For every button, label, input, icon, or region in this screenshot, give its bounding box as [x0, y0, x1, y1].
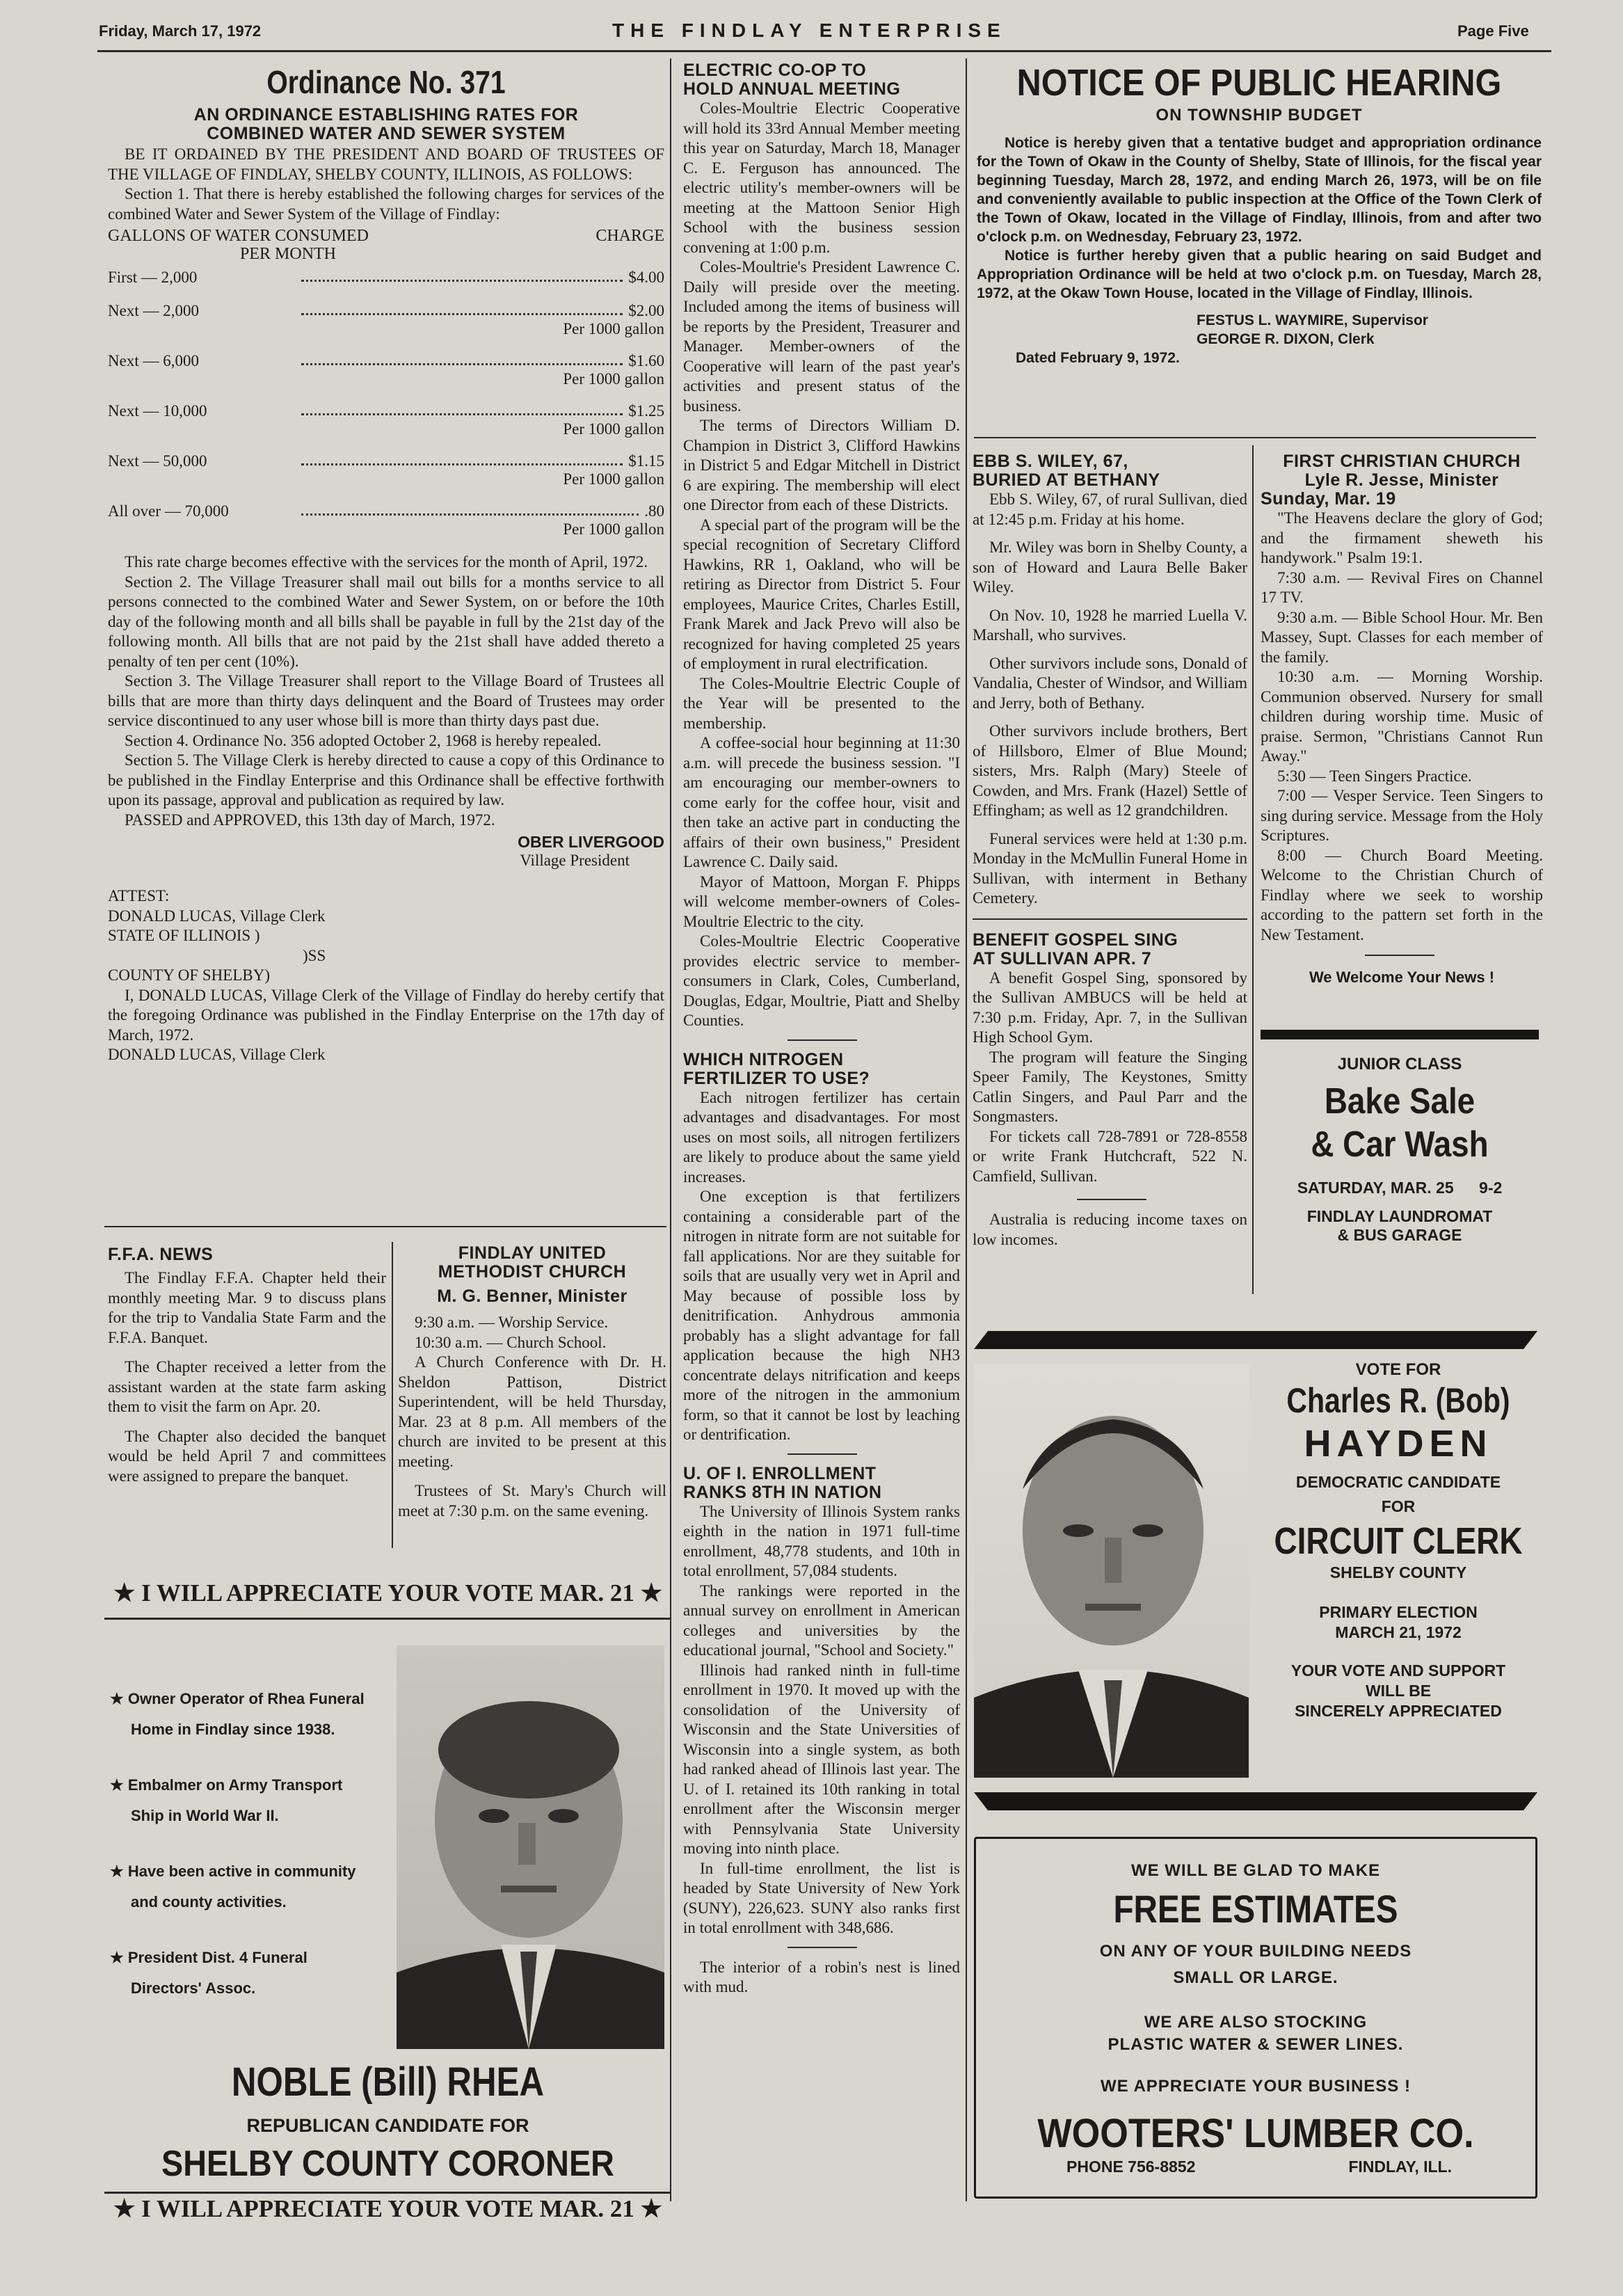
star-icon: ★ [110, 1776, 124, 1794]
methodist-p2: Trustees of St. Mary's Church will meet at 7:30 p.m. on the same evening. [398, 1482, 666, 1520]
methodist-l2: 10:30 a.m. — Church School. [415, 1333, 607, 1351]
hearing-p1: Notice is hereby given that a tentative budget and appropriation ordinance for the Town of Okaw in the County of Shelby, State of Illinois, for the fiscal year beginning Tuesday, March 28, 1972, and ending March 26, 1973, will be on file and conveniently available to public inspection at the Office of the Town Clerk of the Town of Okaw, located in the Village of Findlay, Illinois, from and after two o'clock p.m. on Wednesday, February 23, 1972. [977, 135, 1542, 245]
rate-amount: $1.60 [628, 352, 664, 369]
rate-amount: $4.00 [628, 269, 664, 286]
column-rule-3 [1252, 445, 1254, 1294]
ordinance-clerk: DONALD LUCAS, Village Clerk [108, 1046, 326, 1063]
wooters-l4: SMALL OR LARGE. [1173, 1968, 1338, 1987]
wooters-l2: FREE ESTIMATES [1113, 1887, 1398, 1931]
rate-label: Next — 50,000 [108, 452, 207, 470]
christian-l2: 9:30 a.m. — Bible School Hour. Mr. Ben Massey, Supt. Classes for each member of the family. [1261, 608, 1543, 666]
rate-label: All over — 70,000 [108, 502, 229, 520]
bakesale-l4: SATURDAY, MAR. 25 [1297, 1179, 1454, 1197]
ordinance-state: STATE OF ILLINOIS ) [108, 927, 260, 944]
ordinance-subtitle-2: COMBINED WATER AND SEWER SYSTEM [207, 124, 566, 143]
hearing-title: NOTICE OF PUBLIC HEARING [1016, 62, 1502, 104]
gospel-head-1: BENEFIT GOSPEL SING [973, 930, 1178, 950]
ordinance-intro: BE IT ORDAINED BY THE PRESIDENT AND BOARD OF TRUSTEES OF THE VILLAGE OF FINDLAY, SHELBY COUNTY, ILLINOIS, AS FOLLOWS: [108, 145, 664, 183]
rhea-bottom-line [104, 2195, 671, 2223]
coop-p2: Coles-Moultrie's President Lawrence C. Daily will preside over the meeting. Included among the items of business will be reports by the President, Treasurer and Manager. Member-owners of the Cooperative will learn of the past year's activities and present status of the business. [683, 258, 960, 415]
ordinance-attest: ATTEST: [108, 887, 170, 904]
leader-dots [301, 463, 623, 465]
bullet-4a: President Dist. 4 Funeral [127, 1949, 307, 1966]
hayden-l10: YOUR VOTE AND SUPPORT [1290, 1661, 1506, 1680]
methodist-l1: 9:30 a.m. — Worship Service. [415, 1314, 609, 1331]
wiley-head-2: BURIED AT BETHANY [973, 470, 1160, 490]
bullet-1b: Home in Findlay since 1938. [131, 1721, 335, 1738]
christian-l4: 5:30 — Teen Singers Practice. [1277, 767, 1472, 785]
bullet-3b: and county activities. [131, 1893, 287, 1911]
nitrogen-head-2: FERTILIZER TO USE? [683, 1068, 870, 1088]
masthead-date: Friday, March 17, 1972 [99, 22, 262, 40]
uofi-p4: In full-time enrollment, the list is headed by State University of New York (SUNY), 226,623. SUNY also ranks first in total enrollment with 348,686. [683, 1859, 960, 1936]
hayden-l9: MARCH 21, 1972 [1335, 1623, 1462, 1641]
christian-minister: Lyle R. Jesse, Minister [1304, 470, 1499, 490]
ffa-p3: The Chapter also decided the banquet would be held April 7 and committees were assigned to prepare the banquet. [108, 1427, 386, 1485]
star-icon: ★ [110, 1690, 124, 1707]
rhea-bullets [110, 1684, 402, 2004]
coop-p7: Mayor of Mattoon, Morgan F. Phipps will welcome member-owners of Coles-Moultrie Electric to the city. [683, 872, 960, 930]
hearing-p2: Notice is further hereby given that a public hearing on said Budget and Appropriation Ordinance will be held at two o'clock p.m. on Tuesday, March 28, 1972, at the Okaw Town House, located in the Village of Findlay, Illinois. [977, 248, 1542, 301]
wooters-l7: WE APPRECIATE YOUR BUSINESS ! [1101, 2077, 1411, 2096]
wooters-l5: WE ARE ALSO STOCKING [1144, 2013, 1368, 2032]
separator [973, 918, 1247, 920]
rate-label: Next — 2,000 [108, 302, 199, 319]
hayden-l12: SINCERELY APPRECIATED [1295, 1702, 1502, 1720]
ordinance [108, 63, 664, 1065]
rhea-name: NOBLE (Bill) RHEA [231, 2059, 545, 2105]
christian-church [1261, 452, 1543, 987]
star-icon: ★ [110, 1863, 124, 1880]
gospel-p3: For tickets call 728-7891 or 728-8558 or write Frank Hutchcraft, 522 N. Camfield, Sullivan. [973, 1127, 1247, 1185]
rate-per: Per 1000 gallon [563, 320, 664, 337]
hayden-portrait [974, 1364, 1249, 1778]
wiley-head-1: EBB S. WILEY, 67, [973, 452, 1128, 471]
leader-dots [301, 363, 623, 365]
coop-p8: Coles-Moultrie Electric Cooperative provides electric service to member-consumers in Clark, Coles, Cumberland, Douglas, Edgar, Moultrie, Piatt and Shelby Counties. [683, 932, 960, 1029]
bakesale-ad [1261, 1044, 1539, 1245]
coop-p5: The Coles-Moultrie Electric Couple of the Year will be presented to the membership. [683, 674, 960, 732]
middle-column [683, 61, 960, 1998]
hayden-bottom-bar [974, 1788, 1537, 1816]
public-hearing [974, 61, 1544, 367]
rate-table [108, 269, 664, 539]
rate-row [108, 269, 664, 287]
methodist-head-1: FINDLAY UNITED [458, 1243, 607, 1263]
leader-dots [301, 513, 639, 516]
col-per-month: PER MONTH [240, 245, 337, 263]
masthead-page: Page Five [1457, 22, 1529, 40]
uofi-head-2: RANKS 8TH IN NATION [683, 1482, 882, 1502]
hearing-sub: ON TOWNSHIP BUDGET [1156, 106, 1363, 125]
wooters-l3: ON ANY OF YOUR BUILDING NEEDS [1099, 1942, 1412, 1961]
rhea-top-rule [104, 1618, 671, 1620]
ordinance-section-1: Section 1. That there is hereby established the following charges for services of the combined Water and Sewer System of the Village of Findlay: [108, 185, 664, 223]
wooters-l8: WOOTERS' LUMBER CO. [1037, 2111, 1474, 2156]
wooters-l6: PLASTIC WATER & SEWER LINES. [1108, 2035, 1404, 2054]
gospel-filler: Australia is reducing income taxes on low incomes. [973, 1211, 1247, 1248]
hayden-top-bar [974, 1325, 1537, 1353]
methodist-p1: A Church Conference with Dr. H. Sheldon Pattison, District Superintendent, will be held Thursday, Mar. 23 at 8 p.m. All members of the church are invited to be present at this meeting. [398, 1353, 666, 1470]
masthead-title: THE FINDLAY ENTERPRISE [612, 19, 1007, 41]
rhea-portrait [397, 1645, 664, 2049]
ordinance-section-3: Section 3. The Village Treasurer shall report to the Village Board of Trustees all bills that are more than thirty days delinquent and the Board of Trustees may order service discontinued to any user whose bill is more than thirty days past due. [108, 672, 664, 729]
coop-head-1: ELECTRIC CO-OP TO [683, 61, 867, 80]
bullet-1a: Owner Operator of Rhea Funeral [127, 1690, 365, 1707]
rate-per: Per 1000 gallon [563, 370, 664, 388]
ffa-p2: The Chapter received a letter from the assistant warden at the state farm asking them to visit the farm on Apr. 20. [108, 1358, 386, 1415]
uofi-p3: Illinois had ranked ninth in full-time enrollment in 1970. It moved up with the consolidation of the University of Wisconsin and the State Universities of Wisconsin into a single system, as both had ranked ahead of Illinois last year. The U. of I. retained its 10th ranking in total enrollment after the Wisconsin merger with Pennsylvania State University moving into ninth place. [683, 1661, 960, 1857]
separator [1077, 1199, 1146, 1200]
hayden-l3: HAYDEN [1304, 1423, 1493, 1465]
ordinance-ss: )SS [303, 946, 326, 964]
ordinance-section-4: Section 4. Ordinance No. 356 adopted October 2, 1968 is hereby repealed. [125, 731, 602, 749]
christian-l3: 10:30 a.m. — Morning Worship. Communion observed. Nursery for small children during worship time. Music of praise. Sermon, "Christians Cannot Run Away." [1261, 668, 1543, 765]
coop-head-2: HOLD ANNUAL MEETING [683, 79, 901, 99]
bullet-2b: Ship in World War II. [131, 1807, 279, 1824]
hayden-l8: PRIMARY ELECTION [1319, 1603, 1478, 1621]
ordinance-attest-name: DONALD LUCAS, Village Clerk [108, 907, 326, 925]
star-icon: ★ [110, 1949, 124, 1966]
portrait-icon [974, 1364, 1249, 1778]
rate-per: Per 1000 gallon [563, 420, 664, 438]
methodist-minister: M. G. Benner, Minister [437, 1286, 627, 1306]
bullet-2a: Embalmer on Army Transport [127, 1776, 343, 1794]
rhea-top-line [104, 1579, 671, 1607]
bakesale-l2: Bake Sale [1324, 1081, 1476, 1122]
wiley-obit [973, 452, 1247, 1250]
col-charge: CHARGE [595, 227, 664, 245]
star-icon: ★ [113, 2195, 136, 2222]
rate-amount: $2.00 [628, 302, 664, 319]
bakesale-l6: & BUS GARAGE [1337, 1226, 1462, 1244]
hayden-ad [1252, 1360, 1544, 1721]
uofi-p2: The rankings were reported in the annual survey on enrollment in American colleges and universities by the educational journal, "School and Society." [683, 1581, 960, 1659]
hearing-sig-2: GEORGE R. DIXON, Clerk [1197, 331, 1375, 347]
separator [1365, 955, 1434, 956]
uofi-filler: The interior of a robin's nest is lined with mud. [683, 1958, 960, 1995]
rate-row [108, 452, 664, 470]
leader-dots [301, 413, 623, 415]
coop-p4: A special part of the program will be the special recognition of Secretary Clifford Hawkins, RR 1, Oakland, who will be retiring as Director from District 5. Four employees, Maurice Crites, Charles Estill, Frank Marek and Jack Prevo will also be recognized for having completed 25 years of employment in rural electrification. [683, 516, 960, 672]
separator [787, 1947, 857, 1948]
bullet-3a: Have been active in community [127, 1863, 356, 1880]
ordinance-passed: PASSED and APPROVED, this 13th day of March, 1972. [125, 811, 495, 829]
coop-p1: Coles-Moultrie Electric Cooperative will hold its 33rd Annual Member meeting this year on Saturday, March 18, Manager C. E. Ferguson has announced. The electric utility's member-owners will be meeting at the Mattoon Senior High School with the business session convening at 1:00 p.m. [683, 99, 960, 256]
rate-label: Next — 10,000 [108, 402, 207, 420]
wooters-town: FINDLAY, ILL. [1348, 2158, 1452, 2176]
masthead-rule [97, 50, 1551, 52]
methodist-church [398, 1244, 666, 1521]
bakesale-l4b: 9-2 [1479, 1179, 1503, 1197]
gospel-p1: A benefit Gospel Sing, sponsored by the Sullivan AMBUCS will be held at 7:30 p.m. Friday, Apr. 7, in the Sullivan High School Gym. [973, 968, 1247, 1046]
hayden-l6: CIRCUIT CLERK [1274, 1520, 1523, 1562]
hearing-dated: Dated February 9, 1972. [1016, 350, 1180, 366]
bakesale-l5: FINDLAY LAUNDROMAT [1306, 1207, 1493, 1225]
rate-row [108, 302, 664, 320]
bakesale-l3: & Car Wash [1311, 1124, 1489, 1165]
rhea-ad [104, 1579, 671, 2199]
star-icon: ★ [640, 2195, 663, 2222]
uofi-head-1: U. OF I. ENROLLMENT [683, 1463, 877, 1483]
wiley-p5: Other survivors include brothers, Bert of Hillsboro, Elmer of Blue Mound; sisters, Mrs. Ralph (Mary) Steele of Cowden, and Mrs. Frank (Hazel) Settle of Effingham; as well as 12 grandchildren. [973, 722, 1247, 819]
christian-quote: "The Heavens declare the glory of God; and the firmament sheweth his handywork." Psalm 19:1. [1261, 509, 1543, 566]
ordinance-effective: This rate charge becomes effective with the services for the month of April, 1972. [125, 553, 648, 571]
star-icon: ★ [640, 1579, 663, 1607]
rhea-bottom-rule [104, 2192, 671, 2194]
hayden-l5: FOR [1381, 1497, 1416, 1515]
nitrogen-p1: Each nitrogen fertilizer has certain advantages and disadvantages. For most uses on most soils, all nitrogen fertilizers are likely to produce about the same yield increases. [683, 1088, 960, 1186]
wooters-l1: WE WILL BE GLAD TO MAKE [1130, 1861, 1381, 1880]
column-rule-2 [966, 58, 967, 2201]
methodist-head-2: METHODIST CHURCH [438, 1262, 627, 1282]
christian-l6: 8:00 — Church Board Meeting. Welcome to the Christian Church of Findlay where we seek to worship according to the pattern set forth in the New Testament. [1261, 846, 1543, 943]
col-gallons: GALLONS OF WATER CONSUMED [108, 227, 369, 245]
christian-l5: 7:00 — Vesper Service. Teen Singers to sing during service. Message from the Holy Scriptures. [1261, 787, 1543, 844]
uofi-p1: The University of Illinois System ranks eighth in the nation in 1971 full-time enrollment, 48,778 students, and 10th in total enrollment, 57,084 students. [683, 1502, 960, 1579]
christian-l1: 7:30 a.m. — Revival Fires on Channel 17 TV. [1261, 568, 1543, 606]
ordinance-title: Ordinance No. 371 [266, 64, 506, 100]
separator [787, 1039, 857, 1041]
hayden-l2: Charles R. (Bob) [1286, 1381, 1510, 1420]
rate-row [108, 402, 664, 420]
bullet-4b: Directors' Assoc. [131, 1979, 256, 1997]
hayden-l4: DEMOCRATIC CANDIDATE [1295, 1473, 1501, 1491]
rhea-bottom-text: I WILL APPRECIATE YOUR VOTE MAR. 21 [141, 2195, 634, 2222]
rate-row [108, 502, 664, 520]
rate-amount: $1.15 [628, 452, 664, 470]
wiley-p1: Ebb S. Wiley, 67, of rural Sullivan, died at 12:45 p.m. Friday at his home. [973, 491, 1247, 528]
ordinance-signer: OBER LIVERGOOD [518, 833, 664, 851]
ordinance-county: COUNTY OF SHELBY) [108, 966, 270, 984]
bakesale-l1: JUNIOR CLASS [1337, 1055, 1462, 1074]
ffa-news [108, 1245, 386, 1486]
rate-amount: .80 [644, 502, 664, 520]
christian-welcome: We Welcome Your News ! [1309, 968, 1495, 986]
rhea-party: REPUBLICAN CANDIDATE FOR [246, 2115, 529, 2136]
rate-label: First — 2,000 [108, 269, 198, 286]
christian-date: Sunday, Mar. 19 [1261, 489, 1396, 509]
ffa-rule [392, 1242, 393, 1548]
christian-head: FIRST CHRISTIAN CHURCH [1283, 452, 1521, 471]
rhea-top-text: I WILL APPRECIATE YOUR VOTE MAR. 21 [141, 1579, 634, 1607]
separator [787, 1453, 857, 1455]
gospel-head-2: AT SULLIVAN APR. 7 [973, 948, 1152, 968]
hayden-l1: VOTE FOR [1355, 1360, 1441, 1379]
ordinance-signer-title: Village President [520, 852, 630, 869]
coop-p6: A coffee-social hour beginning at 11:30 a.m. will precede the business session. "I am encouraging our member-owners to come early for the coffee hour, visit and then take an active part in conducting the affairs of their own business," President Lawrence C. Daily said. [683, 734, 960, 870]
hayden-l7: SHELBY COUNTY [1329, 1563, 1467, 1581]
ffa-head: F.F.A. NEWS [108, 1245, 214, 1264]
nitrogen-head-1: WHICH NITROGEN [683, 1049, 844, 1069]
rate-row [108, 352, 664, 370]
wiley-p2: Mr. Wiley was born in Shelby County, a son of Howard and Laura Belle Baker Wiley. [973, 539, 1247, 596]
nitrogen-p2: One exception is that fertilizers containing a considerable part of the nitrogen in nitrate form are not suitable for fall applications. Nor are they suitable for soils that are usually very wet in April and May because of possible loss by denitrification. Anhydrous ammonia probably has a slight advantage for fall application because the high NH3 concentrate delays nitrification and keeps more of the nitrogen in the ammonium form, so that it cannot be lost by leaching or dentrification. [683, 1188, 960, 1443]
ordinance-rule [104, 1226, 666, 1227]
wooters-phone: PHONE 756-8852 [1066, 2158, 1196, 2176]
leader-dots [301, 313, 623, 315]
star-icon: ★ [113, 1579, 136, 1607]
hayden-l11: WILL BE [1365, 1682, 1432, 1700]
leader-dots [301, 280, 623, 282]
portrait-icon [397, 1645, 664, 2049]
rate-label: Next — 6,000 [108, 352, 199, 369]
rhea-office: SHELBY COUNTY CORONER [161, 2144, 614, 2184]
bakesale-top-bar [1261, 1030, 1539, 1039]
rate-per: Per 1000 gallon [563, 470, 664, 488]
hearing-sig-1: FESTUS L. WAYMIRE, Supervisor [1197, 312, 1428, 328]
hearing-rule [974, 437, 1536, 438]
ordinance-certify: I, DONALD LUCAS, Village Clerk of the Village of Findlay do hereby certify that the foregoing Ordinance was published in the Findlay Enterprise on the 17th day of March, 1972. [108, 986, 664, 1044]
wooters-ad [974, 1837, 1537, 2199]
ordinance-subtitle-1: AN ORDINANCE ESTABLISHING RATES FOR [193, 105, 579, 125]
gospel-p2: The program will feature the Singing Speer Family, The Keystones, Smitty Catlin Singers, and Paul Parr and the Songmasters. [973, 1048, 1247, 1125]
ffa-p1: The Findlay F.F.A. Chapter held their monthly meeting Mar. 9 to discuss plans for the trip to Vandalia State Farm and the F.F.A. Banquet. [108, 1269, 386, 1346]
ordinance-section-5: Section 5. The Village Clerk is hereby directed to cause a copy of this Ordinance to be published in the Findlay Enterprise and this Ordinance shall be effective forthwith upon its passage, approval and publication as required by law. [108, 751, 664, 808]
wiley-p6: Funeral services were held at 1:30 p.m. Monday in the McMullin Funeral Home in Sullivan, with interment in Bethany Cemetery. [973, 829, 1247, 907]
wiley-p4: Other survivors include sons, Donald of Vandalia, Chester of Windsor, and William and Jerry, both of Bethany. [973, 654, 1247, 712]
rate-per: Per 1000 gallon [563, 520, 664, 538]
ordinance-section-2: Section 2. The Village Treasurer shall mail out bills for a months service to all persons connected to the combined Water and Sewer System, on or before the 10th day of the following month and all bills shall be payable in full by the 21st day of the following month. All bills that are not paid by the 21st shall have added thereto a penalty of ten per cent (10%). [108, 573, 664, 670]
coop-p3: The terms of Directors William D. Champion in District 3, Clifford Hawkins in District 5 and Edgar Mitchell in District 6 are expiring. The membership will elect one Director from each of these Districts. [683, 417, 960, 513]
wiley-p3: On Nov. 10, 1928 he married Luella V. Marshall, who survives. [973, 606, 1247, 644]
rate-amount: $1.25 [628, 402, 664, 420]
